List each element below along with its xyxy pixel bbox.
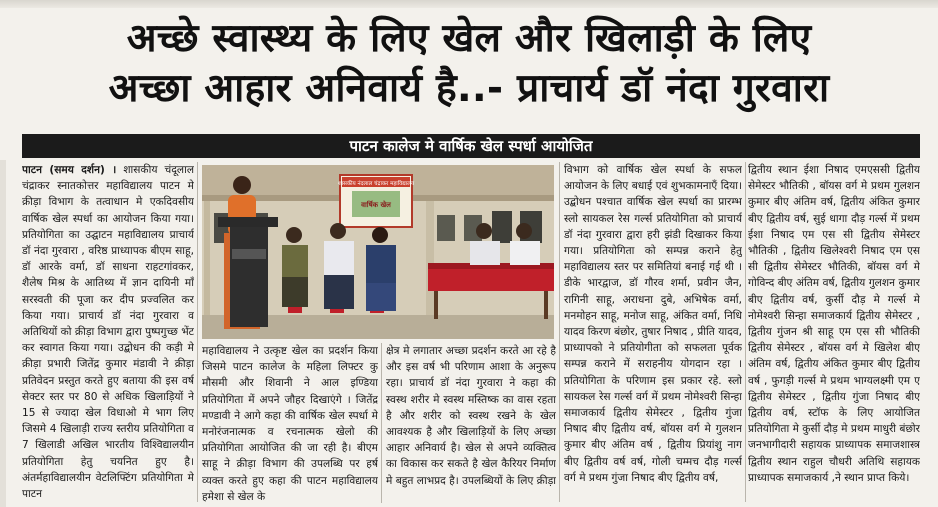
article-column-4 (564, 162, 742, 502)
article-column-3 (386, 343, 556, 503)
subheadline-text: पाटन कालेज मे वार्षिक खेल स्पर्धा आयोजित (349, 137, 593, 155)
article-column-1-text: शासकीय चंदूलाल चंद्राकर स्नातकोत्तर महाविद्यालय पाटन मे क्रीड़ा विभाग के तत्वाधान मे एकदिवसीय वार्षिक खेल स्पर्धा का आयोजन किया गया। प्रतियोगिता का उद्घाटन महाविद्यालय प्राचार्य डॉ नंदा गुरवारा , वरिष्ठ प्राध्यापक बीएम साहू, डॉ आरके वर्मा, डॉ साधना राहटगांवकर, शैलेष मिश्र के आतिथ्य में ज्ञान दायिनी माँ सरस्वती की पूजा कर दीप प्रज्वलित कर किया गया। प्राचार्य डॉ नंदा गुरवारा व अतिथियों को क्रीड़ा विभाग द्वारा पुष्पगुच्छ भेंट कर स्वागत किया गया। उद्बोधन की कड़ी मे क्रीड़ा प्रभारी जितेंद्र कुमार मंडावी ने क्रीड़ा प्रतिवेदन प्रस्तुत करते हुए बताया की इस वर्ष सेक्टर स्तर पर 80 से अधिक खिलाड़ियों ने 15 से ज्यादा खेल विधाओ मे भाग लिए जिसमे 4 खिलाड़ी राज्य स्तरीय प्रतियोगिता व 7 खिलाडी अखिल भारतीय विश्विद्यालयीन प्रतियोगिता हेतु चयनित हुए है। अंतर्महाविद्यालयीन वेटलिफ्टिंग प्रतियोगिता मे पाटन (22, 164, 194, 501)
page-left-edge (0, 160, 6, 507)
column-rule (745, 162, 746, 502)
article-column-3-text: क्षेत्र मे लगातार अच्छा प्रदर्शन करते आ रहे है और इस वर्ष भी परिणाम आशा के अनुरूप रहा। प्राचार्य डॉ नंदा गुरवारा ने कहा की स्वस्थ शरीर मे स्वस्थ मस्तिष्क का वास रहता है और शरीर को स्वस्थ रखने के खेल आवश्यक है और खिलाड़ियों के लिए अच्छा आहार अनिवार्य है। खेल से अपने व्यक्तित्व का विकास कर सकते है खेल कैरियर निर्माण मे बहुत लाभप्रद है। उपलब्धियों के लिए क्रीड़ा (386, 345, 556, 487)
article-column-1 (22, 162, 194, 502)
article-column-2 (202, 343, 378, 503)
column-rule (381, 343, 382, 503)
article-column-2-text: महाविद्यालय ने उत्कृष्ट खेल का प्रदर्शन किया जिसमे पाटन कालेज के महिला लिफ्टर कु मौसमी और शिवानी ने आल इण्डिया प्रतियोगिता में अपने जौहर दिखाएंगे । जितेंद्र मण्डावी ने आगे कहा की वार्षिक खेल स्पर्धा मे मनोरंजनात्मक व रचनात्मक खेलो की प्रतियोगिता आयोजित की जा रही है। बीएम साहू ने क्रीड़ा विभाग की उपलब्धि पर हर्ष व्यक्त करते हुए कहा की पाटन महाविद्यालय हमेशा से खेल के (202, 345, 378, 503)
headline-line-2: अच्छा आहार अनिवार्य है..- प्राचार्य डॉ नंदा गुरवारा (108, 66, 830, 111)
dateline: पाटन (समय दर्शन) । (22, 164, 117, 176)
headline (10, 14, 928, 114)
column-rule (197, 162, 198, 502)
banner-line-1: शासकीय नंदलाल चंद्राकर महाविद्यालय (337, 181, 415, 187)
article-column-4-text: विभाग को वार्षिक खेल स्पर्धा के सफल आयोजन के लिए बधाई एवं शुभकामनाएँ दिया। उद्बोधन पश्चात वार्षिक खेल स्पर्धा का प्रारम्भ स्लो सायकल रेस गर्ल्स प्रतियोगिता को प्राचार्य डॉ नंदा गुरवारा द्वारा हरी झंडी दिखाकर किया गया। प्रतियोगिता को सम्पन्न कराने हेतु महाविद्यालय स्तर पर समितियां बनाई गई थी । डीके भारद्वाज, डॉ गौरव शर्मा, प्रवीन जैन, रागिनी साहू, अराधना दुबे, अभिषेक वर्मा, मनमोहन साहू, मनोज साहू, अंकित वर्मा, निधि यादव किरण बंछोर, तुषार निषाद , प्रीति यादव, प्राध्यापको ने प्रतियोगीता को सफलता पूर्वक सम्पन्न कराने में सराहनीय योगदान रहा । प्रतियोगिता के परिणाम इस प्रकार रहे. स्लो सायकल रेस गर्ल्स वर्ग में प्रथम नोमेश्वरी सिन्हा समाजकार्य द्वितीय सेमेस्टर , द्वितीय गुंजा निषाद बीए द्वितीय वर्ष, बॉयस वर्ग मे गुलशन कुमार बीए अंतिम वर्ष , द्वितीय प्रियांशु नाग बीए द्वितीय वर्ष वर्ष, गोली चम्मच दौड़ गर्ल्स वर्ग मे प्रथम गुंजा निषाद बीए द्वितीय वर्ष, (564, 164, 742, 484)
banner-line-2: वार्षिक खेल (361, 201, 391, 209)
article-column-5 (748, 162, 920, 502)
column-rule (559, 162, 560, 502)
page-top-strip (0, 0, 938, 8)
event-photo-illustration (202, 165, 554, 339)
subheadline-bar (22, 134, 920, 158)
article-column-5-text: द्वितीय स्थान ईशा निषाद एमएससी द्वितीय सेमेस्टर भौतिकी , बॉयस वर्ग मे प्रथम गुलशन कुमार बीए अंतिम वर्ष, द्वितीय अंकित कुमार बीए द्वितीय वर्ष, सुई धागा दौड़ गर्ल्स में प्रथम ईशा निषाद एम एस सी द्वितीय सेमेस्टर भौतिकी , द्वितीय खिलेश्वरी निषाद एम एस सी द्वितीय सेमेस्टर भौतिकी, बॉयस वर्ग मे गोविन्द बीए अंतिम वर्ष, द्वितीय गुलशन कुमार बीए द्वितीय वर्ष, कुर्सी दौड़ मे गर्ल्स मे नोमेश्वरी सिन्हा समाजकार्य द्वितीय सेमेस्टर , द्वितीय गुंजन श्री साहू एम एस सी भौतिकी द्वितीय सेमेस्टर , बॉयस वर्ग मे खिलेश बीए अंतिम वर्ष, द्वितीय अंकित कुमार बीए द्वितीय वर्ष , फुगड़ी गर्ल्स मे प्रथम भाग्यलक्ष्मी एम ए द्वितीय सेमेस्टर , द्वितीय गुंजा निषाद बीए द्वितीय वर्ष, स्टॉफ के लिए आयोजित प्रतियोगिता मे कुर्सी दौड़ मे प्रथम माधुरी बंछोर जनभागीदारी सहायक प्राध्यापक समाजशास्त्र द्वितीय स्थान राहुल चौधरी अतिथि सहायक प्राध्यापक समाजकार्य ,ने स्थान प्राप्त किये। (748, 164, 920, 484)
headline-line-1: अच्छे स्वास्थ्य के लिए खेल और खिलाड़ी के लिए (126, 16, 812, 61)
event-photo (202, 165, 554, 339)
